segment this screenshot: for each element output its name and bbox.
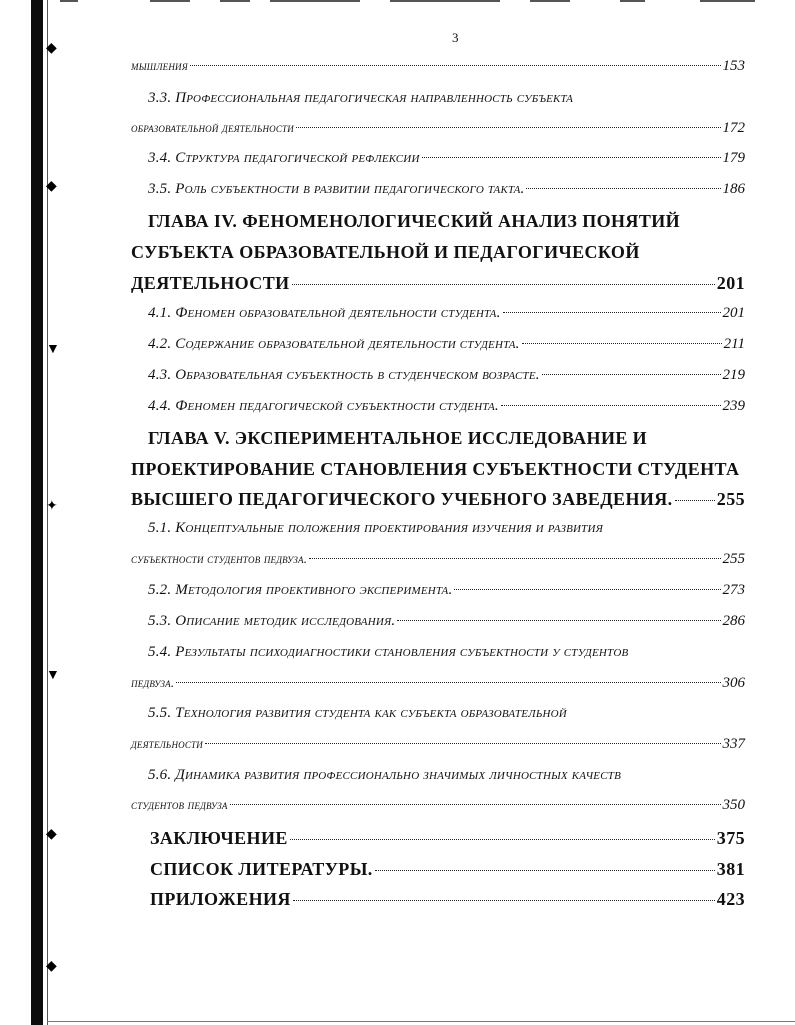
toc-entry-page: 255 — [716, 489, 745, 509]
toc-entry-page: 306 — [722, 675, 745, 691]
toc-entry-title-line: 3.3. Профессиональная педагогическая направленность субъекта — [148, 90, 574, 106]
toc-entry-page: 219 — [722, 367, 745, 383]
toc-entry-page: 273 — [722, 582, 745, 598]
dot-leader — [290, 839, 715, 840]
toc-entry[interactable] — [148, 181, 745, 198]
binding-mark-icon: ◆ — [46, 959, 57, 974]
binding-mark-icon: ▼ — [46, 668, 60, 683]
dot-leader — [501, 405, 721, 406]
toc-entry-title: педвуза. — [131, 675, 175, 690]
bottom-edge-line — [47, 1021, 795, 1022]
toc-entry-title: 4.1. Феномен образовательной деятельности студента. — [148, 305, 501, 321]
dot-leader — [309, 558, 720, 559]
toc-entry-page: 350 — [722, 797, 745, 813]
toc-entry[interactable] — [131, 120, 745, 137]
toc-entry-page: 381 — [716, 859, 745, 879]
toc-entry-title: ВЫСШЕГО ПЕДАГОГИЧЕСКОГО УЧЕБНОГО ЗАВЕДЕНИЯ. — [131, 489, 673, 509]
toc-chapter-entry[interactable] — [131, 489, 745, 510]
dot-leader — [292, 284, 715, 285]
top-edge-marks — [60, 0, 760, 3]
dot-leader — [176, 682, 720, 683]
toc-entry[interactable] — [148, 305, 745, 322]
toc-entry-title-line: 5.1. Концептуальные положения проектирования изучения и развития — [148, 520, 604, 536]
binding-mark-icon: ◆ — [46, 41, 57, 56]
toc-entry-title: деятельности — [131, 736, 203, 751]
toc-entry-page: 201 — [716, 273, 745, 293]
chapter-heading-line: ПРОЕКТИРОВАНИЕ СТАНОВЛЕНИЯ СУБЪЕКТНОСТИ СТУДЕНТА — [131, 459, 740, 479]
dot-leader — [422, 157, 721, 158]
toc-entry-title: ДЕЯТЕЛЬНОСТИ — [131, 273, 290, 293]
binding-mark-icon: ▼ — [46, 342, 60, 357]
toc-entry-page: 153 — [722, 58, 745, 74]
toc-entry-title: СПИСОК ЛИТЕРАТУРЫ. — [150, 859, 373, 879]
toc-entry-title: мышления — [131, 58, 188, 73]
dot-leader — [503, 312, 721, 313]
chapter-heading-line: ГЛАВА V. ЭКСПЕРИМЕНТАЛЬНОЕ ИССЛЕДОВАНИЕ И — [148, 428, 648, 448]
toc-entry-title-line: 5.6. Динамика развития профессионально значимых личностных качеств — [148, 767, 621, 783]
toc-chapter-entry[interactable] — [131, 273, 745, 294]
toc-appendices-entry[interactable] — [150, 889, 745, 910]
toc-entry-page: 337 — [722, 736, 745, 752]
toc-entry[interactable] — [148, 582, 745, 599]
toc-entry-title: субъектности студентов педвуза. — [131, 551, 308, 566]
toc-entry-page: 201 — [722, 305, 745, 321]
toc-references-entry[interactable] — [150, 859, 745, 880]
toc-entry-title: 3.5. Роль субъектности в развитии педагогического такта. — [148, 181, 525, 197]
toc-entry-page: 179 — [722, 150, 745, 166]
toc-entry-title: 4.3. Образовательная субъектность в студенческом возрасте. — [148, 367, 540, 383]
toc-entry-title: ПРИЛОЖЕНИЯ — [150, 889, 291, 909]
toc-entry-title: студентов педвуза — [131, 797, 228, 812]
binding-mark-icon: ◆ — [46, 179, 57, 194]
toc-entry[interactable] — [131, 551, 745, 568]
dot-leader — [454, 589, 720, 590]
toc-entry-title: 5.3. Описание методик исследования. — [148, 613, 396, 629]
dot-leader — [522, 343, 722, 344]
dot-leader — [296, 127, 721, 128]
chapter-heading-line: ГЛАВА IV. ФЕНОМЕНОЛОГИЧЕСКИЙ АНАЛИЗ ПОНЯТИЙ — [148, 211, 681, 231]
toc-entry[interactable] — [131, 58, 745, 75]
toc-entry-title: 4.4. Феномен педагогической субъектности студента. — [148, 398, 499, 414]
toc-entry[interactable] — [148, 398, 745, 415]
dot-leader — [375, 870, 715, 871]
toc-entry-page: 172 — [722, 120, 745, 136]
dot-leader — [526, 188, 720, 189]
toc-entry-page: 239 — [722, 398, 745, 414]
toc-entry[interactable] — [131, 797, 745, 814]
toc-entry[interactable] — [131, 675, 745, 692]
dot-leader — [675, 500, 715, 501]
dot-leader — [542, 374, 721, 375]
binding-edge — [31, 0, 43, 1025]
toc-entry-title: образовательной деятельности — [131, 120, 294, 135]
toc-entry-page: 211 — [723, 336, 745, 352]
toc-entry-page: 186 — [722, 181, 745, 197]
toc-entry[interactable] — [148, 367, 745, 384]
toc-entry-title-line: 5.4. Результаты психодиагностики становления субъектности у студентов — [148, 644, 629, 660]
dot-leader — [190, 65, 721, 66]
toc-entry-page: 286 — [722, 613, 745, 629]
dot-leader — [397, 620, 720, 621]
toc-conclusion-entry[interactable] — [150, 828, 745, 849]
toc-entry[interactable] — [148, 336, 745, 353]
dot-leader — [205, 743, 721, 744]
toc-entry[interactable] — [148, 613, 745, 630]
toc-entry[interactable] — [131, 736, 745, 753]
toc-entry-title-line: 5.5. Технология развития студента как субъекта образовательной — [148, 705, 567, 721]
toc-entry-page: 375 — [716, 828, 745, 848]
binding-mark-icon: ◆ — [46, 827, 57, 842]
toc-entry-title: 5.2. Методология проективного эксперимента. — [148, 582, 453, 598]
dot-leader — [230, 804, 721, 805]
page-number: 3 — [452, 30, 459, 45]
binding-mark-icon: ✦ — [46, 499, 58, 514]
toc-entry-page: 255 — [722, 551, 745, 567]
toc-entry-title: ЗАКЛЮЧЕНИЕ — [150, 828, 288, 848]
toc-entry[interactable] — [148, 150, 745, 167]
toc-entry-title: 3.4. Структура педагогической рефлексии — [148, 150, 420, 166]
chapter-heading-line: СУБЪЕКТА ОБРАЗОВАТЕЛЬНОЙ И ПЕДАГОГИЧЕСКОЙ — [131, 242, 640, 262]
toc-entry-title: 4.2. Содержание образовательной деятельности студента. — [148, 336, 520, 352]
toc-entry-page: 423 — [716, 889, 745, 909]
dot-leader — [293, 900, 715, 901]
